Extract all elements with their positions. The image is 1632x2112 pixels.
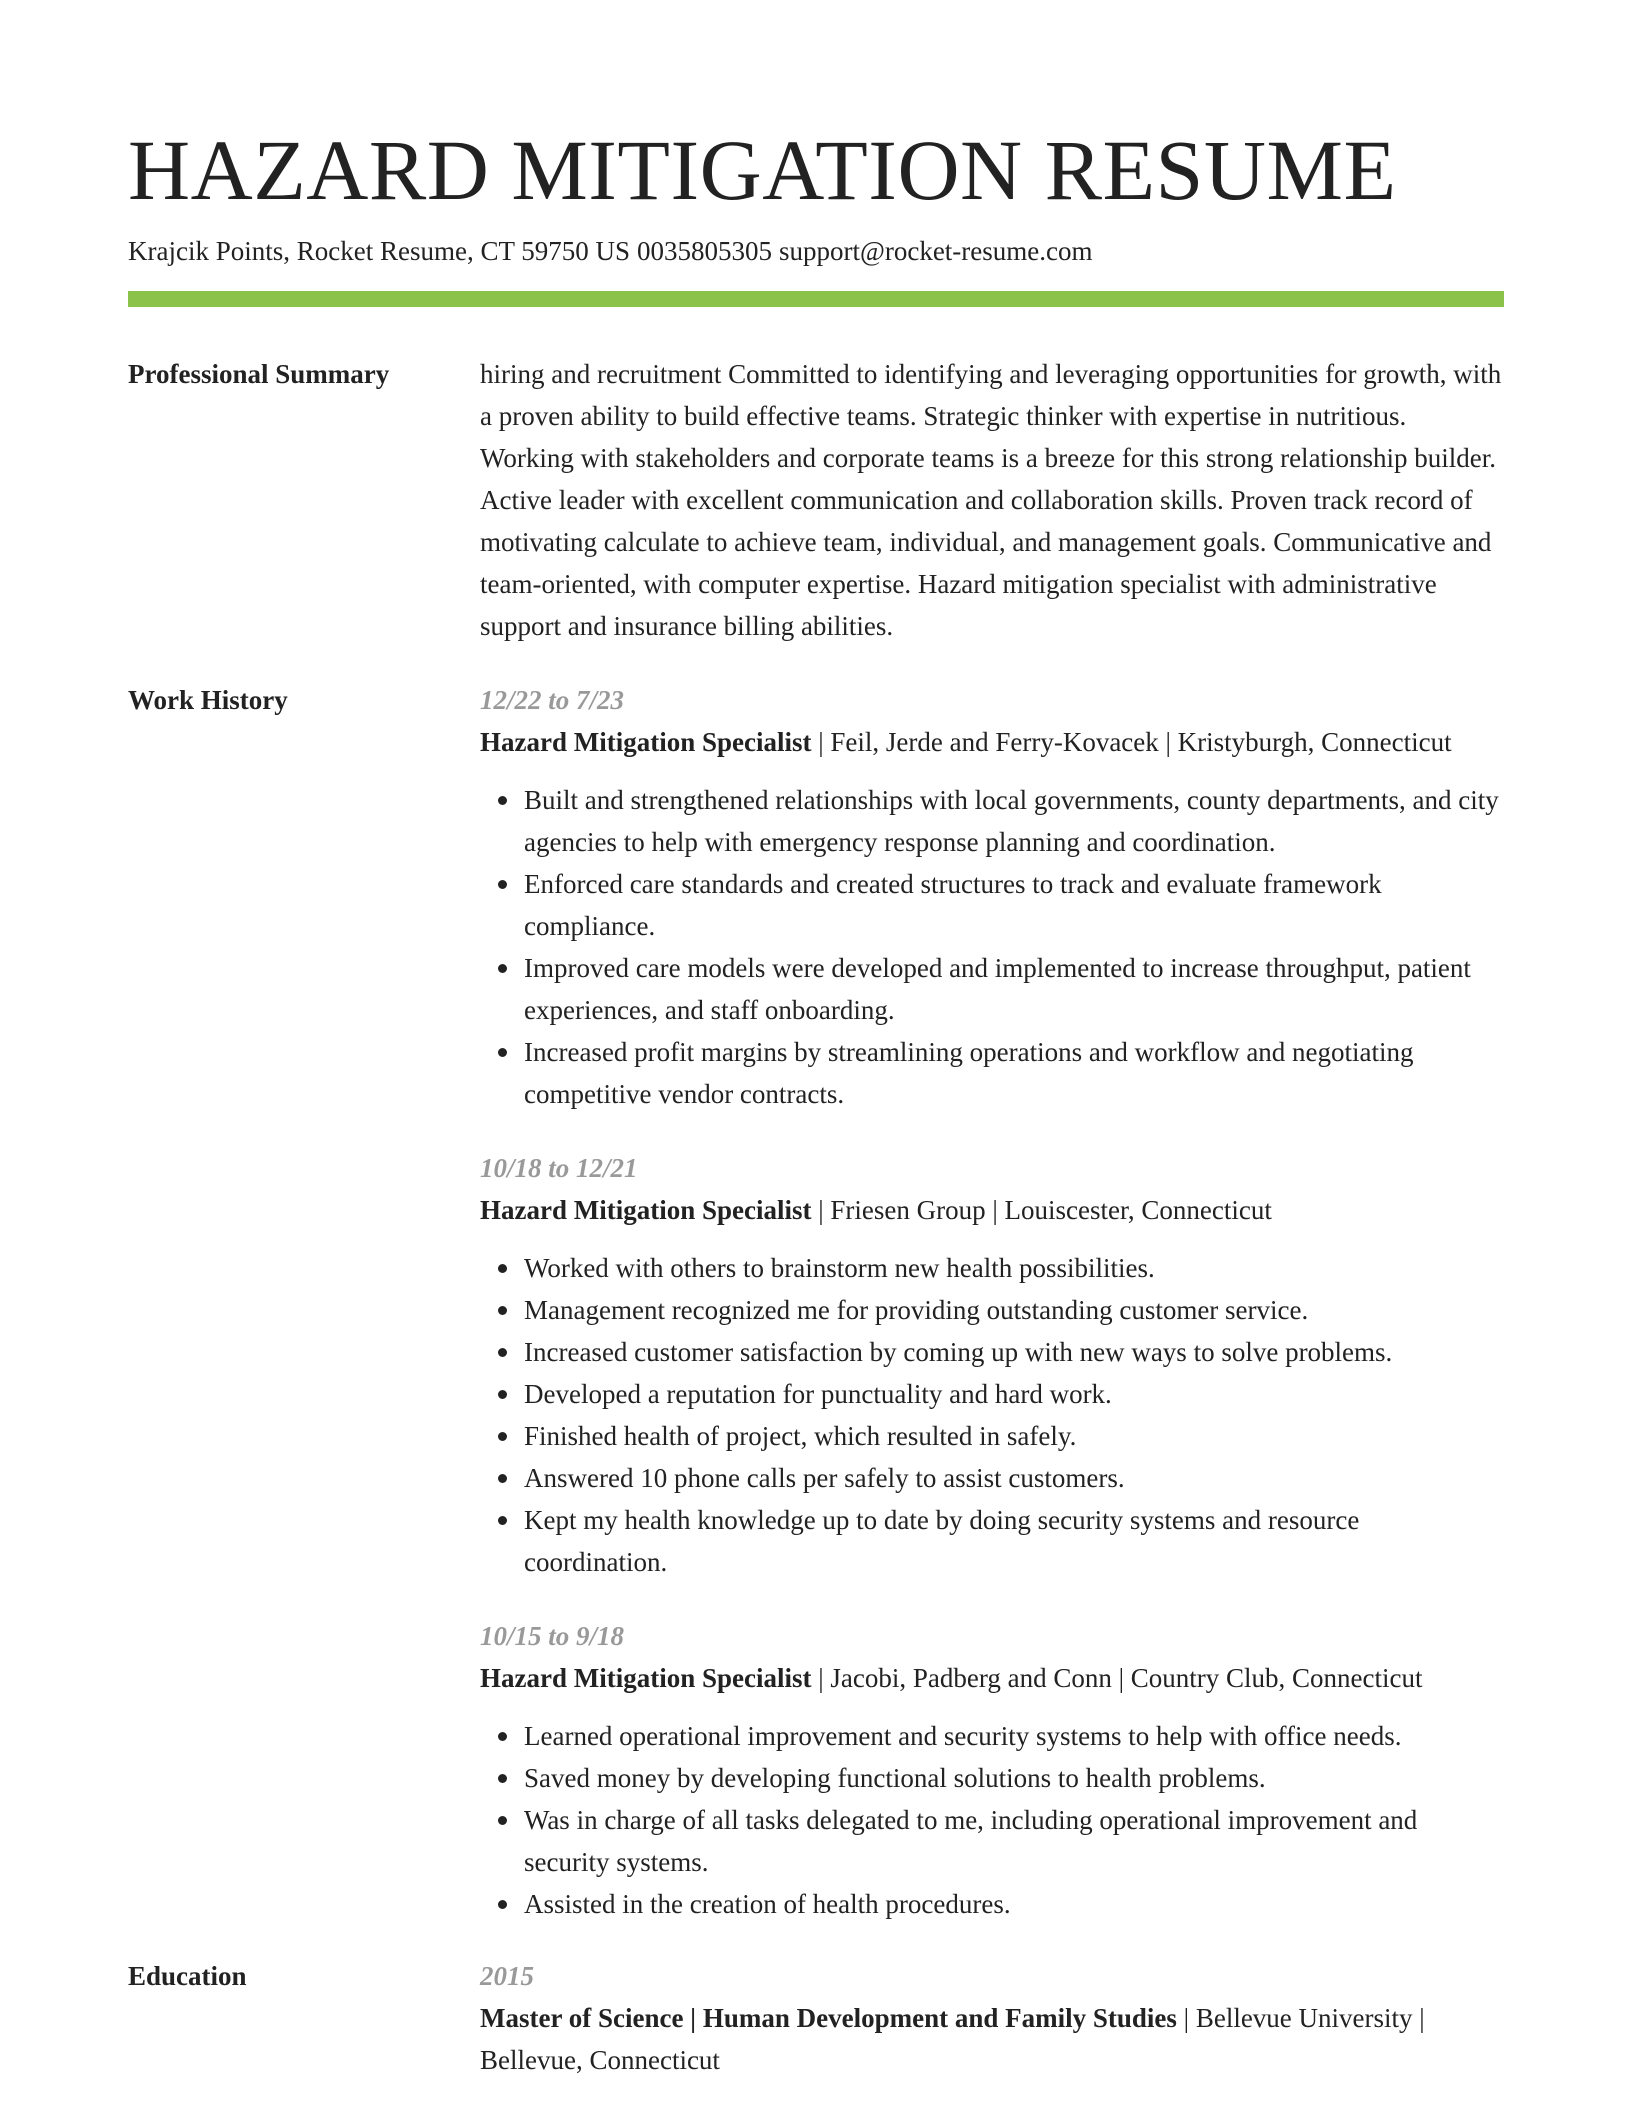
- job-entry: [480, 1615, 1504, 1925]
- job-bullet: Enforced care standards and created structures to track and evaluate framework compliance.: [524, 863, 1504, 947]
- job-bullet: Built and strengthened relationships with local governments, county departments, and city agencies to help with emergency response planning and coordination.: [524, 779, 1504, 863]
- job-dates: 12/22 to 7/23: [480, 685, 625, 715]
- job-bullet: Increased customer satisfaction by coming up with new ways to solve problems.: [524, 1331, 1504, 1373]
- job-bullet: Assisted in the creation of health procedures.: [524, 1883, 1504, 1925]
- job-bullet: Worked with others to brainstorm new health possibilities.: [524, 1247, 1504, 1289]
- job-bullet: Developed a reputation for punctuality and hard work.: [524, 1373, 1504, 1415]
- job-title-line: [480, 1189, 1504, 1231]
- job-bullet: Was in charge of all tasks delegated to me, including operational improvement and security systems.: [524, 1799, 1504, 1883]
- education-line: [480, 1997, 1504, 2081]
- job-entry: [480, 1147, 1504, 1583]
- job-role: Hazard Mitigation Specialist: [480, 727, 812, 757]
- education-section: [128, 1955, 1504, 2081]
- work-history-section: [128, 679, 1504, 1925]
- education-degree: Master of Science | Human Development and Family Studies: [480, 2003, 1177, 2033]
- job-bullet: Management recognized me for providing outstanding customer service.: [524, 1289, 1504, 1331]
- work-history-list: [480, 679, 1504, 1925]
- job-entry: [480, 679, 1504, 1115]
- education-heading: Education: [128, 1961, 247, 1991]
- education-year: 2015: [480, 1961, 534, 1991]
- job-role: Hazard Mitigation Specialist: [480, 1663, 812, 1693]
- job-bullets: [480, 779, 1504, 1115]
- job-title-line: [480, 1657, 1504, 1699]
- resume-page: [128, 115, 1504, 2081]
- job-bullet: Learned operational improvement and security systems to help with office needs.: [524, 1715, 1504, 1757]
- resume-title: HAZARD MITIGATION RESUME: [128, 122, 1397, 218]
- summary-heading: Professional Summary: [128, 359, 390, 389]
- job-bullet: Improved care models were developed and implemented to increase throughput, patient experiences, and staff onboarding.: [524, 947, 1504, 1031]
- summary-section: [128, 353, 1504, 647]
- job-dates: 10/18 to 12/21: [480, 1153, 638, 1183]
- job-bullets: [480, 1715, 1504, 1925]
- job-employer: | Feil, Jerde and Ferry-Kovacek | Kristyburgh, Connecticut: [811, 727, 1452, 757]
- job-bullets: [480, 1247, 1504, 1583]
- job-role: Hazard Mitigation Specialist: [480, 1195, 812, 1225]
- work-history-heading: Work History: [128, 685, 288, 715]
- contact-address: Krajcik Points, Rocket Resume, CT 59750 US: [128, 236, 630, 266]
- job-bullet: Finished health of project, which resulted in safely.: [524, 1415, 1504, 1457]
- job-employer: | Friesen Group | Louiscester, Connecticut: [811, 1195, 1272, 1225]
- job-title-line: [480, 721, 1504, 763]
- job-employer: | Jacobi, Padberg and Conn | Country Club, Connecticut: [811, 1663, 1423, 1693]
- job-bullet: Increased profit margins by streamlining operations and workflow and negotiating competitive vendor contracts.: [524, 1031, 1504, 1115]
- job-bullet: Saved money by developing functional solutions to health problems.: [524, 1757, 1504, 1799]
- job-dates: 10/15 to 9/18: [480, 1621, 625, 1651]
- job-bullet: Kept my health knowledge up to date by doing security systems and resource coordination.: [524, 1499, 1504, 1583]
- education-school: | Bellevue University | Bellevue, Connecticut: [480, 2003, 1425, 2075]
- contact-email: support@rocket-resume.com: [778, 236, 1093, 266]
- summary-text: hiring and recruitment Committed to identifying and leveraging opportunities for growth, with a proven ability to build effective teams. Strategic thinker with expertise in nutritious. Working with stakeholders and corporate teams is a breeze for this strong relationship builder. Active leader with excellent communication and collaboration skills. Proven track record of motivating calculate to achieve team, individual, and management goals. Communicative and team-oriented, with computer expertise. Hazard mitigation specialist with administrative support and insurance billing abilities.: [480, 359, 1502, 641]
- accent-divider: [128, 291, 1504, 307]
- contact-line: [128, 231, 1504, 271]
- education-entry: [480, 1955, 1504, 2081]
- contact-phone: 0035805305: [636, 236, 772, 266]
- job-bullet: Answered 10 phone calls per safely to assist customers.: [524, 1457, 1504, 1499]
